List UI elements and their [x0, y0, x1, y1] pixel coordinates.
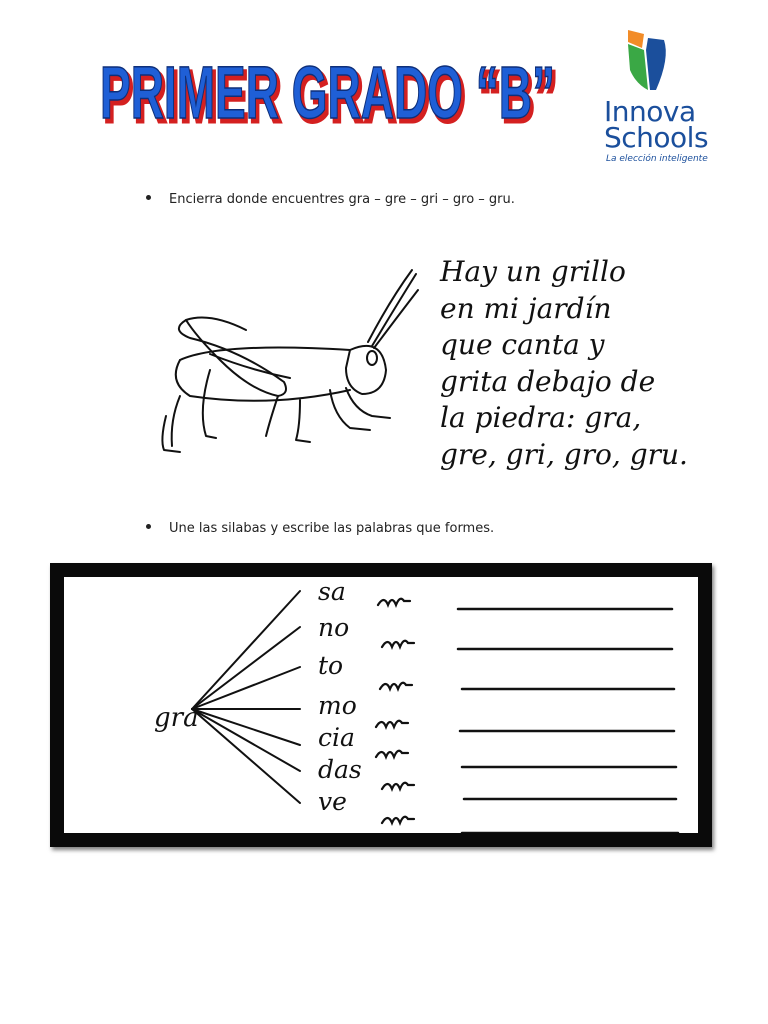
poem-line: Hay un grillo — [440, 255, 626, 288]
instruction-2 — [146, 521, 494, 536]
poem-line: la piedra: gra, — [440, 401, 642, 434]
syllable-exercise-panel — [64, 577, 698, 833]
poem-line: en mi jardín — [440, 291, 612, 325]
poem-line: que canta y — [440, 328, 605, 361]
root-syllable: gra — [154, 703, 199, 733]
cursive-squiggles — [376, 599, 414, 823]
bullet-icon — [146, 524, 151, 529]
logo-name-line1: Innova — [604, 95, 696, 128]
instruction-2-text: Une las silabas y escribe las palabras que formes. — [169, 521, 495, 536]
syllable-item: sa — [318, 577, 346, 606]
bullet-icon — [146, 195, 151, 200]
syllable-item: no — [318, 613, 350, 642]
logo-emblem-icon — [598, 28, 728, 98]
answer-lines — [458, 609, 678, 833]
syllable-item: ve — [318, 787, 347, 816]
syllable-item: to — [318, 651, 344, 680]
grasshopper-illustration — [150, 250, 430, 470]
instruction-1-text: Encierra donde encuentres gra – gre – gri – gro – gru. — [169, 192, 515, 207]
poem-line: gre, gri, gro, gru. — [440, 437, 688, 471]
logo-tagline: La elección inteligente — [606, 154, 708, 164]
page-title-text: PRIMER GRADO “B” — [100, 58, 555, 134]
syllable-item: das — [318, 755, 362, 784]
innova-schools-logo — [598, 28, 728, 168]
page-title-shadow: PRIMER GRADO “B” — [103, 58, 558, 138]
instruction-1 — [146, 192, 515, 207]
poem-line: grita debajo de — [440, 364, 656, 398]
syllable-exercise-box — [50, 563, 712, 847]
connector-lines — [192, 591, 300, 803]
poem — [440, 254, 710, 473]
syllable-item: cia — [318, 723, 355, 752]
syllable-item: mo — [318, 691, 357, 720]
page-title — [100, 58, 570, 138]
logo-name-line2: Schools — [604, 121, 709, 154]
